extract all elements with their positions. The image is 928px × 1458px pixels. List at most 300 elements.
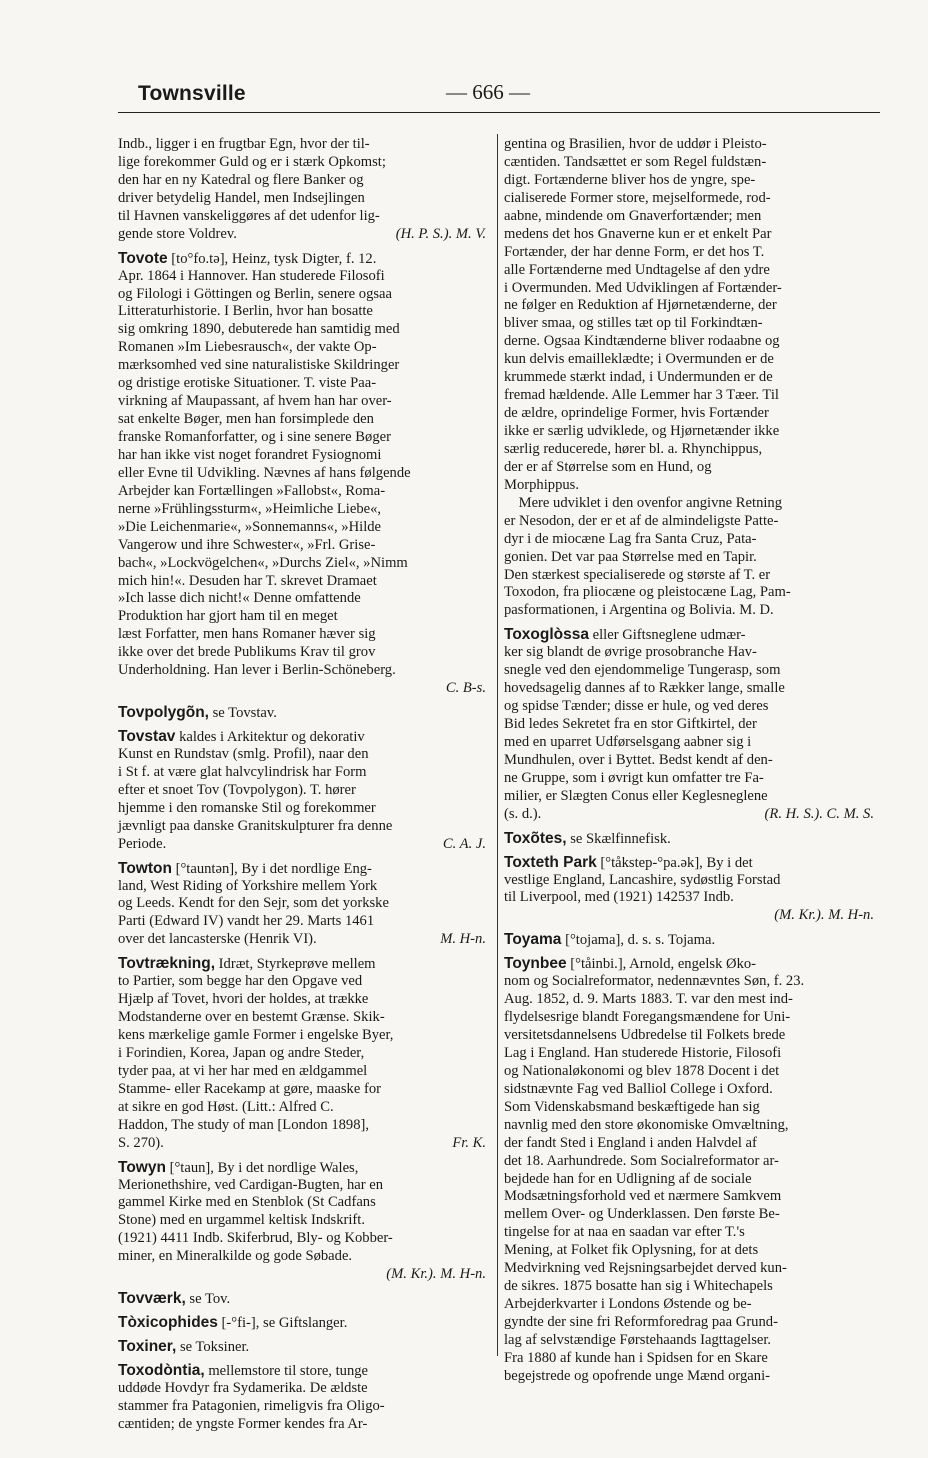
text-line bbox=[504, 991, 878, 1009]
line-text: i Forindien, Korea, Japan og andre Steder, bbox=[118, 1044, 365, 1061]
line-text: [°tåinbi.], Arnold, engelsk Øko- bbox=[566, 956, 757, 973]
line-text: ikke er særlig udviklede, og Hjørnetænder ikke bbox=[504, 423, 780, 439]
text-line bbox=[118, 226, 490, 244]
line-text: kens mærkelige gamle Former i engelske Byer, bbox=[118, 1027, 394, 1043]
text-line bbox=[504, 172, 878, 190]
line-text: Aug. 1852, d. 9. Marts 1883. T. var den mest ind- bbox=[504, 991, 793, 1008]
line-text: Produktion har gjort ham til en meget bbox=[118, 608, 338, 625]
line-text: (s. d.). bbox=[504, 805, 542, 822]
line-text: Kunst en Rundstav (smlg. Profil), naar den bbox=[118, 745, 369, 762]
line-text: og spidse Tænder; disse er hule, og ved deres bbox=[504, 698, 769, 715]
text-line bbox=[504, 1135, 878, 1153]
text-line bbox=[504, 531, 878, 549]
text-line bbox=[504, 208, 878, 226]
left-column bbox=[118, 136, 490, 1434]
line-text: versitetsdannelsens Udbredelse til Folkets brede bbox=[504, 1027, 786, 1043]
line-text: gentina og Brasilien, hvor de uddør i Pleisto- bbox=[504, 136, 767, 152]
line-text: Mundhulen, over i Byttet. Bedst kendt af den- bbox=[504, 751, 773, 768]
line-text: nerne »Frühlingssturm«, »Heimliche Liebe«, bbox=[118, 500, 382, 517]
text-line bbox=[504, 602, 878, 620]
text-line bbox=[118, 1380, 490, 1398]
line-text: til Havnen vanskeliggøres af det udenfor lig- bbox=[118, 207, 380, 224]
text-line bbox=[504, 567, 878, 585]
line-text: Merionethshire, ved Cardigan-Bugten, har en bbox=[118, 1176, 384, 1193]
author-signature: C. A. J. bbox=[442, 835, 486, 852]
line-text: cæntiden; de yngste Former kendes fra Ar- bbox=[118, 1415, 368, 1432]
line-text: milier, er Slægten Conus eller Keglesneglene bbox=[504, 787, 768, 804]
line-text: der fandt Sted i England i anden Halvdel af bbox=[504, 1134, 757, 1151]
text-line bbox=[504, 1045, 878, 1063]
text-line bbox=[118, 1248, 490, 1266]
line-text: Fra 1880 af kunde han i Spidsen for en Skare bbox=[504, 1349, 768, 1366]
line-text: mich hin!«. Desuden har T. skrevet Dramaet bbox=[118, 572, 377, 589]
text-line bbox=[504, 1081, 878, 1099]
entry-line bbox=[118, 1314, 490, 1332]
text-line bbox=[118, 411, 490, 429]
text-line bbox=[504, 644, 878, 662]
line-text: driver betydelig Handel, men Indsejlingen bbox=[118, 189, 365, 206]
text-line bbox=[504, 752, 878, 770]
text-line bbox=[118, 746, 490, 764]
text-line bbox=[504, 806, 878, 824]
text-line bbox=[504, 136, 878, 154]
text-line bbox=[118, 447, 490, 465]
text-line bbox=[504, 441, 878, 459]
entry-line bbox=[118, 1362, 490, 1380]
line-text: to Partier, som begge har den Opgave ved bbox=[118, 973, 363, 990]
line-text: flydelsesrige blandt Foregangsmændene for Uni- bbox=[504, 1009, 791, 1026]
entry-line bbox=[118, 728, 490, 746]
text-line bbox=[118, 1099, 490, 1117]
line-text: fremad hældende. Alle Lemmer har 3 Tæer. Til bbox=[504, 387, 779, 404]
line-text: cialiserede Former store, mejselformede, rod- bbox=[504, 189, 771, 206]
text-line bbox=[118, 573, 490, 591]
entry-line bbox=[118, 1290, 490, 1308]
line-text: gyndte der sine fri Reformforedrag paa Grund- bbox=[504, 1314, 778, 1330]
text-line bbox=[118, 836, 490, 854]
line-text: har han ikke vist noget forandret Fysiognomi bbox=[118, 446, 382, 463]
headword: Tovstav bbox=[118, 728, 176, 745]
text-line bbox=[504, 1314, 878, 1332]
line-text: franske Romanforfatter, og i sine senere Bøger bbox=[118, 429, 391, 445]
headword: Tovote bbox=[118, 249, 168, 267]
text-line bbox=[118, 303, 490, 321]
text-line bbox=[504, 1278, 878, 1296]
signature-line bbox=[118, 1266, 490, 1284]
text-line bbox=[504, 698, 878, 716]
line-text: med en uparret Udførselsgang aabner sig i bbox=[504, 733, 752, 750]
headword: Toxteth Park bbox=[504, 853, 597, 871]
entry-line bbox=[118, 250, 490, 268]
text-line bbox=[118, 1398, 490, 1416]
text-line bbox=[118, 1194, 490, 1212]
line-text: gende store Voldrev. bbox=[118, 225, 237, 242]
text-line bbox=[118, 895, 490, 913]
line-text: derne. Ogsaa Kindtænderne bliver rodaabne og bbox=[504, 333, 780, 350]
header-rule bbox=[118, 112, 880, 113]
line-text: bach«, »Lockvögelchen«, »Durchs Ziel«, »Nimm bbox=[118, 554, 408, 571]
line-text: »Ich lasse dich nicht!« Denne omfattende bbox=[118, 590, 361, 607]
line-text: nom og Socialreformator, nedennævntes Søn, f. 23. bbox=[504, 973, 805, 990]
text-line bbox=[118, 1081, 490, 1099]
text-line bbox=[504, 226, 878, 244]
entry-line bbox=[118, 704, 490, 722]
text-line bbox=[504, 315, 878, 333]
line-text: Hjælp af Tovet, hvori der holdes, at trække bbox=[118, 991, 369, 1008]
line-text: ne følger en Reduktion af Hjørnetænderne, der bbox=[504, 297, 777, 314]
text-line bbox=[118, 208, 490, 226]
text-line bbox=[118, 1117, 490, 1135]
line-text: Toxodon, fra pliocæne og pleistocæne Lag, Pam- bbox=[504, 584, 791, 601]
line-text: Som Videnskabsmand beskæftigede han sig bbox=[504, 1098, 760, 1115]
text-line bbox=[118, 321, 490, 339]
text-line bbox=[118, 555, 490, 573]
line-text: ker sig blandt de øvrige prosobranche Hav- bbox=[504, 644, 757, 661]
entry-line bbox=[118, 955, 490, 973]
line-text: i Overmunden. Med Udviklingen af Fortænder- bbox=[504, 279, 782, 296]
entry-line bbox=[118, 1159, 490, 1177]
text-line bbox=[118, 991, 490, 1009]
line-text: og Nationaløkonomi og blev 1878 Docent i det bbox=[504, 1062, 780, 1079]
text-line bbox=[118, 339, 490, 357]
line-text: Modstanderne over en bestemt Grænse. Skik- bbox=[118, 1009, 385, 1026]
line-text: ikke over det brede Publikums Krav til grov bbox=[118, 644, 376, 661]
line-text: snegle ved den ejendommelige Tungerasp, som bbox=[504, 662, 781, 679]
author-signature: M. H-n. bbox=[440, 931, 486, 948]
line-text: jævnligt paa danske Granitskulpturer fra denne bbox=[118, 817, 393, 834]
text-line bbox=[504, 387, 878, 405]
line-text: Morphippus. bbox=[504, 476, 579, 493]
text-line bbox=[504, 549, 878, 567]
text-line bbox=[504, 351, 878, 369]
entry-line bbox=[118, 1338, 490, 1356]
line-text: Underholdning. Han lever i Berlin-Schöneberg. bbox=[118, 662, 396, 679]
line-text: sig omkring 1890, debuterede han samtidig med bbox=[118, 321, 400, 338]
line-text: [°taun], By i det nordlige Wales, bbox=[165, 1159, 359, 1176]
text-line bbox=[504, 244, 878, 262]
text-line bbox=[118, 172, 490, 190]
line-text: Medvirkning ved Rejsningsarbejdet derved kun- bbox=[504, 1260, 787, 1277]
column-divider bbox=[497, 134, 498, 1356]
text-line bbox=[118, 286, 490, 304]
text-line bbox=[504, 262, 878, 280]
author-signature: (H. P. S.). M. V. bbox=[395, 225, 486, 242]
line-text: navnlig med den store økonomiske Omvæltning, bbox=[504, 1116, 789, 1133]
line-text: Romanen »Im Liebesrausch«, der vakte Op- bbox=[118, 339, 377, 356]
author-signature: (M. Kr.). M. H-n. bbox=[386, 1266, 486, 1283]
text-line bbox=[118, 1045, 490, 1063]
text-line bbox=[504, 459, 878, 477]
line-text: aabne, mindende om Gnaverfortænder; men bbox=[504, 207, 762, 224]
text-line bbox=[504, 369, 878, 387]
text-line bbox=[118, 1416, 490, 1434]
line-text: kun delvis emailleklædte; i Overmunden er de bbox=[504, 351, 774, 368]
text-line bbox=[504, 1206, 878, 1224]
line-text: Mere udviklet i den ovenfor angivne Retning bbox=[504, 494, 783, 511]
headword: Tòxicophides bbox=[118, 1314, 218, 1332]
line-text: krummede stærkt indad, i Undermunden er de bbox=[504, 369, 773, 386]
line-text: mellemstore til store, tunge bbox=[204, 1362, 369, 1379]
line-text: over det lancasterske (Henrik VI). bbox=[118, 931, 317, 948]
line-text: de ældre, oprindelige Former, hvis Fortænder bbox=[504, 405, 769, 422]
text-line bbox=[118, 501, 490, 519]
text-line bbox=[504, 513, 878, 531]
line-text: Bid ledes Sekretet fra en stor Giftkirtel, der bbox=[504, 716, 757, 732]
line-text: Vangerow und ihre Schwester«, »Frl. Grise- bbox=[118, 536, 376, 553]
line-text: [°tåkstep-°pa.ək], By i det bbox=[596, 854, 753, 871]
right-column bbox=[504, 136, 878, 1386]
text-line bbox=[118, 268, 490, 286]
text-line bbox=[118, 913, 490, 931]
text-line bbox=[504, 788, 878, 806]
line-text: Idræt, Styrkeprøve mellem bbox=[215, 956, 376, 973]
line-text: mellem Over- og Underklassen. Den første Be- bbox=[504, 1206, 780, 1223]
text-line bbox=[118, 375, 490, 393]
text-line bbox=[118, 465, 490, 483]
headword: Tovpolygõn, bbox=[118, 704, 209, 722]
text-line bbox=[118, 136, 490, 154]
text-line bbox=[118, 1063, 490, 1081]
text-line bbox=[504, 584, 878, 602]
headword: Toyama bbox=[504, 931, 562, 949]
text-line bbox=[504, 495, 878, 513]
text-line bbox=[118, 1135, 490, 1153]
line-text: Den stærkest specialiserede og største af T. er bbox=[504, 566, 771, 583]
text-line bbox=[118, 1212, 490, 1230]
line-text: Stamme- eller Racekamp at gøre, maaske for bbox=[118, 1080, 381, 1097]
author-signature: Fr. K. bbox=[452, 1134, 486, 1151]
line-text: Modsætningsforhold ved et nærmere Samkvem bbox=[504, 1188, 782, 1205]
line-text: kaldes i Arkitektur og dekorativ bbox=[175, 729, 365, 745]
line-text: sat enkelte Bøger, men han forsimplede den bbox=[118, 411, 374, 428]
text-line bbox=[504, 333, 878, 351]
line-text: de sikres. 1875 bosatte han sig i Whitechapels bbox=[504, 1278, 773, 1295]
text-line bbox=[504, 1063, 878, 1081]
headword: Towyn bbox=[118, 1158, 166, 1176]
line-text: der er af Størrelse som en Hund, og bbox=[504, 458, 712, 475]
text-line bbox=[504, 1224, 878, 1242]
headword: Toxõtes, bbox=[504, 829, 567, 847]
line-text: [-°fi-], se Giftslanger. bbox=[217, 1315, 348, 1332]
text-line bbox=[504, 1009, 878, 1027]
text-line bbox=[504, 1027, 878, 1045]
line-text: Mening, at Folket fik Oplysning, for at dets bbox=[504, 1242, 759, 1259]
text-line bbox=[118, 973, 490, 991]
line-text: Fortænder, der har denne Form, er det hos T. bbox=[504, 243, 765, 260]
text-line bbox=[118, 154, 490, 172]
line-text: eller Giftsneglene udmær- bbox=[588, 627, 746, 644]
text-line bbox=[118, 590, 490, 608]
line-text: ne Gruppe, som i øvrigt kun omfatter tre Fa- bbox=[504, 769, 764, 786]
line-text: digt. Fortænderne bliver hos de yngre, spe- bbox=[504, 171, 756, 188]
line-text: er Nesodon, der er et af de almindeligste Patte- bbox=[504, 512, 779, 529]
text-line bbox=[118, 429, 490, 447]
text-line bbox=[504, 1260, 878, 1278]
headword: Tovværk, bbox=[118, 1290, 186, 1308]
text-line bbox=[118, 1009, 490, 1027]
page-header bbox=[138, 78, 878, 112]
line-text: Litteraturhistorie. I Berlin, hvor han bosatte bbox=[118, 303, 373, 320]
text-line bbox=[118, 483, 490, 501]
line-text: lag af selvstændige Førstehaands Iagttagelser. bbox=[504, 1331, 772, 1348]
line-text: hjemme i den romanske Stil og forekommer bbox=[118, 799, 376, 816]
entry-line bbox=[504, 626, 878, 644]
entry-line bbox=[504, 854, 878, 872]
headword: Tovtrækning, bbox=[118, 955, 216, 973]
text-line bbox=[504, 716, 878, 734]
text-line bbox=[504, 1242, 878, 1260]
text-line bbox=[504, 1171, 878, 1189]
text-line bbox=[118, 608, 490, 626]
text-line bbox=[118, 818, 490, 836]
text-line bbox=[118, 393, 490, 411]
author-signature: (R. H. S.). C. M. S. bbox=[764, 805, 874, 822]
line-text: Periode. bbox=[118, 835, 167, 852]
text-line bbox=[118, 190, 490, 208]
text-line bbox=[118, 782, 490, 800]
line-text: [to°fo.tə], Heinz, tysk Digter, f. 12. bbox=[167, 250, 377, 267]
line-text: lige forekommer Guld og er i stærk Opkomst; bbox=[118, 153, 386, 170]
author-signature: C. B-s. bbox=[445, 680, 486, 697]
text-line bbox=[504, 1117, 878, 1135]
line-text: og Leeds. Kendt for den Sejr, som det yorkske bbox=[118, 895, 389, 912]
text-line bbox=[118, 1177, 490, 1195]
line-text: miner, en Mineralkilde og gode Søbade. bbox=[118, 1248, 353, 1265]
author-signature: (M. Kr.). M. H-n. bbox=[774, 907, 874, 924]
line-text: mærksomhed ved sine naturalistiske Skildringer bbox=[118, 357, 400, 374]
line-text: det 18. Aarhundrede. Som Socialreformator ar- bbox=[504, 1152, 779, 1169]
line-text: og Filologi i Göttingen og Berlin, senere ogsaa bbox=[118, 285, 392, 302]
text-line bbox=[118, 878, 490, 896]
line-text: se Tov. bbox=[185, 1291, 231, 1308]
text-line bbox=[118, 357, 490, 375]
line-text: gammel Kirke med en Stenblok (St Cadfans bbox=[118, 1194, 376, 1211]
headword: Toxoglòssa bbox=[504, 626, 589, 644]
line-text: land, West Riding of Yorkshire mellem York bbox=[118, 877, 378, 894]
line-text: Arbejder kan Fortællingen »Fallobst«, Roma- bbox=[118, 482, 386, 499]
line-text: Arbejderkvarter i Londons Østende og be- bbox=[504, 1296, 752, 1313]
text-line bbox=[504, 477, 878, 495]
line-text: særlig reducerede, hører bl. a. Rhynchippus, bbox=[504, 440, 763, 457]
line-text: Indb., ligger i en frugtbar Egn, hvor der til- bbox=[118, 136, 370, 152]
line-text: i St f. at være glat halvcylindrisk har Form bbox=[118, 763, 367, 780]
line-text: [°tojama], d. s. s. Tojama. bbox=[561, 932, 716, 949]
line-text: se Toksiner. bbox=[176, 1339, 250, 1355]
line-text: pasformationen, i Argentina og Bolivia. M. D. bbox=[504, 602, 774, 619]
text-line bbox=[504, 1188, 878, 1206]
line-text: eller Evne til Udvikling. Nævnes af hans følgende bbox=[118, 464, 411, 481]
headword: Towton bbox=[118, 859, 172, 877]
text-line bbox=[504, 154, 878, 172]
entry-line bbox=[504, 830, 878, 848]
headword: Toxodòntia, bbox=[118, 1361, 205, 1379]
line-text: S. 270). bbox=[118, 1134, 164, 1151]
signature-line bbox=[504, 907, 878, 925]
line-text: tingelse for at naa en saadan var efter T.'s bbox=[504, 1224, 745, 1241]
line-text: uddøde Hovdyr fra Sydamerika. De ældste bbox=[118, 1379, 368, 1396]
text-line bbox=[118, 519, 490, 537]
line-text: og dristige erotiske Situationer. T. viste Paa- bbox=[118, 375, 377, 392]
text-line bbox=[118, 626, 490, 644]
line-text: læst Forfatter, men hans Romaner hæver sig bbox=[118, 626, 376, 643]
line-text: cæntiden. Tandsættet er som Regel fuldstæn- bbox=[504, 153, 767, 170]
line-text: bliver smaa, og stilles tæt op til Forkindtæn- bbox=[504, 315, 763, 332]
text-line bbox=[504, 872, 878, 890]
text-line bbox=[504, 405, 878, 423]
text-line bbox=[504, 973, 878, 991]
line-text: vestlige England, Lancashire, sydøstlig Forstad bbox=[504, 871, 781, 888]
text-line bbox=[118, 1027, 490, 1045]
text-line bbox=[504, 662, 878, 680]
text-line bbox=[118, 662, 490, 680]
line-text: (1921) 4411 Indb. Skiferbrud, Bly- og Kobber- bbox=[118, 1230, 393, 1247]
line-text: begejstrede og opofrende unge Mænd organi- bbox=[504, 1367, 770, 1384]
text-line bbox=[504, 1332, 878, 1350]
text-line bbox=[504, 680, 878, 698]
page-number: — 666 — bbox=[446, 80, 530, 104]
line-text: alle Fortænderne med Undtagelse af den ydre bbox=[504, 261, 770, 278]
line-text: medens det hos Gnaverne kun er et enkelt Par bbox=[504, 225, 772, 242]
text-line bbox=[504, 734, 878, 752]
text-line bbox=[504, 770, 878, 788]
line-text: se Tovstav. bbox=[208, 705, 277, 722]
text-line bbox=[504, 1296, 878, 1314]
text-line bbox=[504, 297, 878, 315]
line-text: at sikre en god Høst. (Litt.: Alfred C. bbox=[118, 1098, 334, 1115]
line-text: gonien. Det var paa Størrelse med en Tapir. bbox=[504, 548, 757, 565]
line-text: til Liverpool, med (1921) 142537 Indb. bbox=[504, 889, 734, 906]
text-line bbox=[118, 800, 490, 818]
line-text: [°tauntən], By i det nordlige Eng- bbox=[171, 860, 372, 877]
line-text: virkning af Maupassant, af hvem han har over- bbox=[118, 393, 392, 410]
line-text: den har en ny Katedral og flere Banker og bbox=[118, 171, 364, 188]
line-text: »Die Leichenmarie«, »Sonnemanns«, »Hilde bbox=[118, 518, 382, 535]
line-text: bejdede han for en Udligning af de sociale bbox=[504, 1170, 752, 1187]
headword: Toynbee bbox=[504, 955, 567, 973]
entry-line bbox=[504, 931, 878, 949]
text-line bbox=[504, 1099, 878, 1117]
line-text: sidstnævnte Fag ved Balliol College i Oxford. bbox=[504, 1080, 773, 1097]
text-line bbox=[504, 190, 878, 208]
text-line bbox=[504, 1153, 878, 1171]
text-line bbox=[504, 889, 878, 907]
text-line bbox=[504, 423, 878, 441]
text-line bbox=[118, 1230, 490, 1248]
signature-line bbox=[118, 680, 490, 698]
text-line bbox=[504, 280, 878, 298]
entry-line bbox=[118, 860, 490, 878]
line-text: efter et snoet Tov (Tovpolygon). T. hører bbox=[118, 781, 356, 798]
headword: Toxiner, bbox=[118, 1338, 177, 1355]
line-text: stammer fra Patagonien, rimeligvis fra Oligo- bbox=[118, 1397, 385, 1414]
text-line bbox=[504, 1350, 878, 1368]
line-text: Haddon, The study of man [London 1898], bbox=[118, 1116, 370, 1133]
text-line bbox=[504, 1368, 878, 1386]
text-line bbox=[118, 764, 490, 782]
line-text: Lag i England. Han studerede Historie, Filosofi bbox=[504, 1044, 782, 1061]
line-text: hovedsagelig dannes af to Rækker lange, smalle bbox=[504, 680, 785, 697]
line-text: Stone) med en urgammel keltisk Indskrift. bbox=[118, 1212, 365, 1229]
text-line bbox=[118, 644, 490, 662]
line-text: dyr i de miocæne Lag fra Santa Cruz, Pata- bbox=[504, 530, 757, 547]
text-line bbox=[118, 931, 490, 949]
line-text: Apr. 1864 i Hannover. Han studerede Filosofi bbox=[118, 267, 385, 284]
text-line bbox=[118, 537, 490, 555]
entry-line bbox=[504, 955, 878, 973]
line-text: tyder paa, at vi her har med en ældgammel bbox=[118, 1062, 368, 1079]
running-head: Townsville bbox=[138, 82, 246, 105]
line-text: se Skælfinnefisk. bbox=[566, 830, 671, 847]
